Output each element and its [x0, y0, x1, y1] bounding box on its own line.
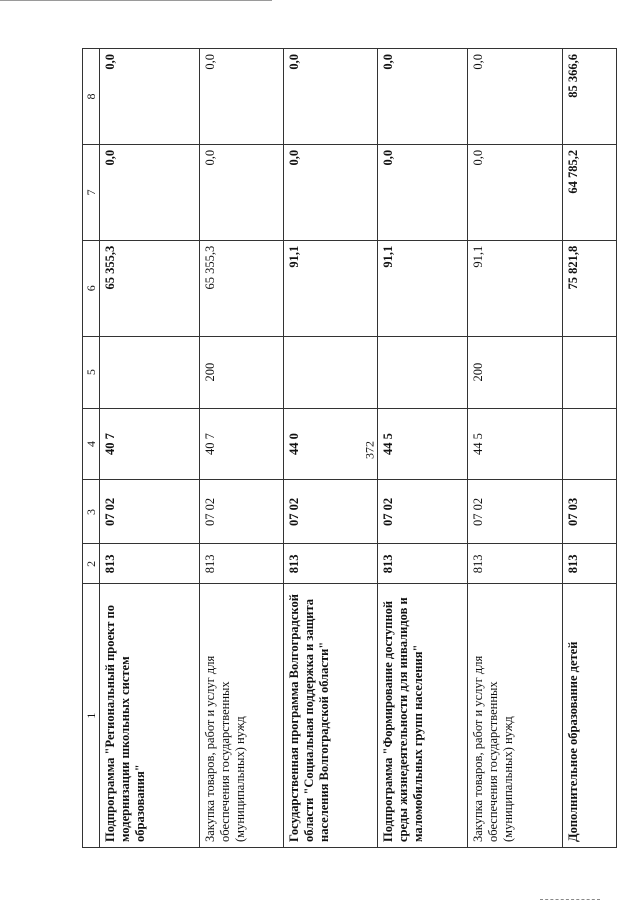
- cell-col-7: 0,0: [100, 144, 200, 240]
- row-name: Подпрограмма "Региональный проект по модернизации школьных систем образования": [100, 584, 200, 848]
- row-name: Закупка товаров, работ и услуг для обеспечения государственных (муниципальных) нужд: [468, 584, 563, 848]
- cell-col-4: 44 5: [468, 408, 563, 480]
- cell-col-5: [378, 336, 468, 408]
- top-rule: [0, 0, 272, 1]
- table-row: [284, 49, 378, 848]
- cell-col-3: 07 02: [468, 480, 563, 544]
- header-col-8: 8: [83, 49, 100, 145]
- bottom-scan-mark: [540, 899, 600, 900]
- cell-col-6: 65 355,3: [200, 240, 284, 336]
- cell-col-8: 0,0: [200, 49, 284, 145]
- table-row: [563, 49, 617, 848]
- cell-col-3: 07 02: [284, 480, 378, 544]
- row-name: Государственная программа Волгоградской области "Социальная поддержка и защита населения Волгоградской области": [284, 584, 378, 848]
- cell-col-5: 200: [200, 336, 284, 408]
- cell-col-5: [563, 336, 617, 408]
- budget-table: [82, 48, 617, 848]
- cell-col-7: 0,0: [200, 144, 284, 240]
- header-col-4: 4: [83, 408, 100, 480]
- header-col-5: 5: [83, 336, 100, 408]
- cell-col-3: 07 02: [100, 480, 200, 544]
- cell-col-4: 44 5: [378, 408, 468, 480]
- cell-col-3: 07 03: [563, 480, 617, 544]
- cell-col-5: 200: [468, 336, 563, 408]
- cell-col-7: 0,0: [468, 144, 563, 240]
- page-number: 372: [362, 441, 377, 459]
- cell-col-8: 0,0: [100, 49, 200, 145]
- cell-col-6: 91,1: [468, 240, 563, 336]
- cell-col-7: 0,0: [378, 144, 468, 240]
- cell-col-4: 44 0: [284, 408, 378, 480]
- cell-col-2: 813: [284, 544, 378, 584]
- header-col-2: 2: [83, 544, 100, 584]
- cell-col-2: 813: [563, 544, 617, 584]
- cell-col-2: 813: [468, 544, 563, 584]
- cell-col-6: 91,1: [378, 240, 468, 336]
- cell-col-4: 40 7: [200, 408, 284, 480]
- cell-col-2: 813: [378, 544, 468, 584]
- cell-col-4: 40 7: [100, 408, 200, 480]
- table-row: [468, 49, 563, 848]
- row-name: Подпрограмма "Формирование доступной среды жизнедеятельности для инвалидов и маломобильных групп населения": [378, 584, 468, 848]
- cell-col-6: 91,1: [284, 240, 378, 336]
- header-col-7: 7: [83, 144, 100, 240]
- table-row: [200, 49, 284, 848]
- table-row: [100, 49, 200, 848]
- cell-col-7: 64 785,2: [563, 144, 617, 240]
- cell-col-6: 65 355,3: [100, 240, 200, 336]
- cell-col-8: 0,0: [378, 49, 468, 145]
- row-name: Закупка товаров, работ и услуг для обеспечения государственных (муниципальных) нужд: [200, 584, 284, 848]
- header-col-6: 6: [83, 240, 100, 336]
- table-row: [378, 49, 468, 848]
- cell-col-6: 75 821,8: [563, 240, 617, 336]
- cell-col-2: 813: [200, 544, 284, 584]
- rotated-table-container: [82, 48, 614, 848]
- cell-col-5: [284, 336, 378, 408]
- cell-col-8: 0,0: [468, 49, 563, 145]
- cell-col-4: [563, 408, 617, 480]
- row-name: Дополнительное образование детей: [563, 584, 617, 848]
- cell-col-8: 0,0: [284, 49, 378, 145]
- cell-col-3: 07 02: [200, 480, 284, 544]
- cell-col-2: 813: [100, 544, 200, 584]
- cell-col-7: 0,0: [284, 144, 378, 240]
- cell-col-5: [100, 336, 200, 408]
- header-col-1: 1: [83, 584, 100, 848]
- cell-col-8: 85 366,6: [563, 49, 617, 145]
- cell-col-3: 07 02: [378, 480, 468, 544]
- header-row: [83, 49, 100, 848]
- header-col-3: 3: [83, 480, 100, 544]
